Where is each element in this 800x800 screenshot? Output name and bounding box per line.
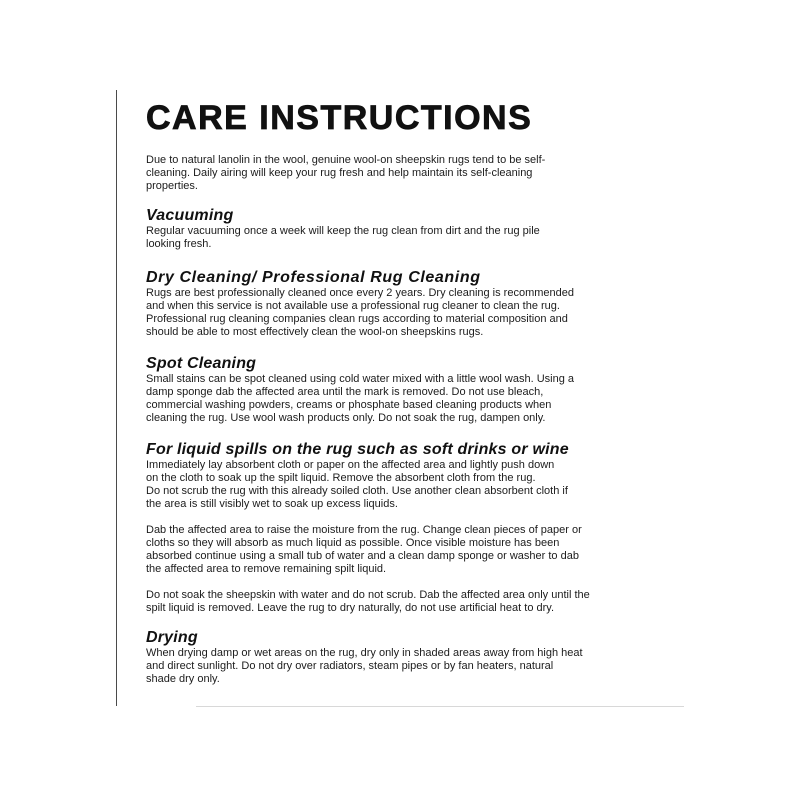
section-dry-cleaning [146, 269, 686, 339]
section-body-dry-cleaning: Rugs are best professionally cleaned once every 2 years. Dry cleaning is recommended and when this service is not available use a professional rug cleaner to clean the rug. Professional rug cleaning companies clean rugs according to material composition and should be able to most effectively clean the wool-on sheepskins rugs. [146, 287, 574, 338]
page-title: CARE INSTRUCTIONS [146, 99, 533, 137]
intro-paragraph: Due to natural lanolin in the wool, genuine wool-on sheepskin rugs tend to be self- cleaning. Daily airing will keep your rug fresh and help maintain its self-cleaning properties. [146, 154, 546, 192]
section-liquid-spills [146, 441, 686, 615]
section-heading-vacuuming: Vacuuming [146, 207, 234, 224]
section-body-drying: When drying damp or wet areas on the rug, dry only in shaded areas away from high heat and direct sunlight. Do not dry over radiators, steam pipes or by fan heaters, natural shade dry only. [146, 647, 583, 685]
section-heading-dry-cleaning: Dry Cleaning/ Professional Rug Cleaning [146, 269, 481, 286]
section-body-vacuuming: Regular vacuuming once a week will keep the rug clean from dirt and the rug pile looking fresh. [146, 225, 540, 250]
section-body-liquid-spills-1: Immediately lay absorbent cloth or paper on the affected area and lightly push down on the cloth to soak up the spilt liquid. Remove the absorbent cloth from the rug. Do not scrub the rug with this already soiled cloth. Use another clean absorbent cloth if the area is still visibly wet to soak up excess liquids. [146, 459, 568, 510]
left-border-line [116, 90, 117, 706]
section-drying [146, 629, 686, 686]
section-heading-spot-cleaning: Spot Cleaning [146, 355, 257, 372]
section-body-spot-cleaning: Small stains can be spot cleaned using cold water mixed with a little wool wash. Using a damp sponge dab the affected area until the mark is removed. Do not use bleach, commercial washing powders, creams or phosphate based cleaning products when cleaning the rug. Use wool wash products only. Do not soak the rug, dampen only. [146, 373, 574, 424]
bottom-border-line [196, 706, 684, 707]
section-body-liquid-spills-3: Do not soak the sheepskin with water and do not scrub. Dab the affected area only until the spilt liquid is removed. Leave the rug to dry naturally, do not use artificial heat to dry. [146, 589, 590, 614]
section-heading-drying: Drying [146, 629, 198, 646]
section-heading-liquid-spills: For liquid spills on the rug such as soft drinks or wine [146, 441, 569, 458]
document-content [146, 98, 686, 686]
section-body-liquid-spills-2: Dab the affected area to raise the moisture from the rug. Change clean pieces of paper or cloths so they will absorb as much liquid as possible. Once visible moisture has been absorbed continue using a small tub of water and a clean damp sponge or washer to dab the affected area to remove remaining spilt liquid. [146, 524, 582, 575]
section-vacuuming [146, 207, 686, 251]
section-spot-cleaning [146, 355, 686, 425]
